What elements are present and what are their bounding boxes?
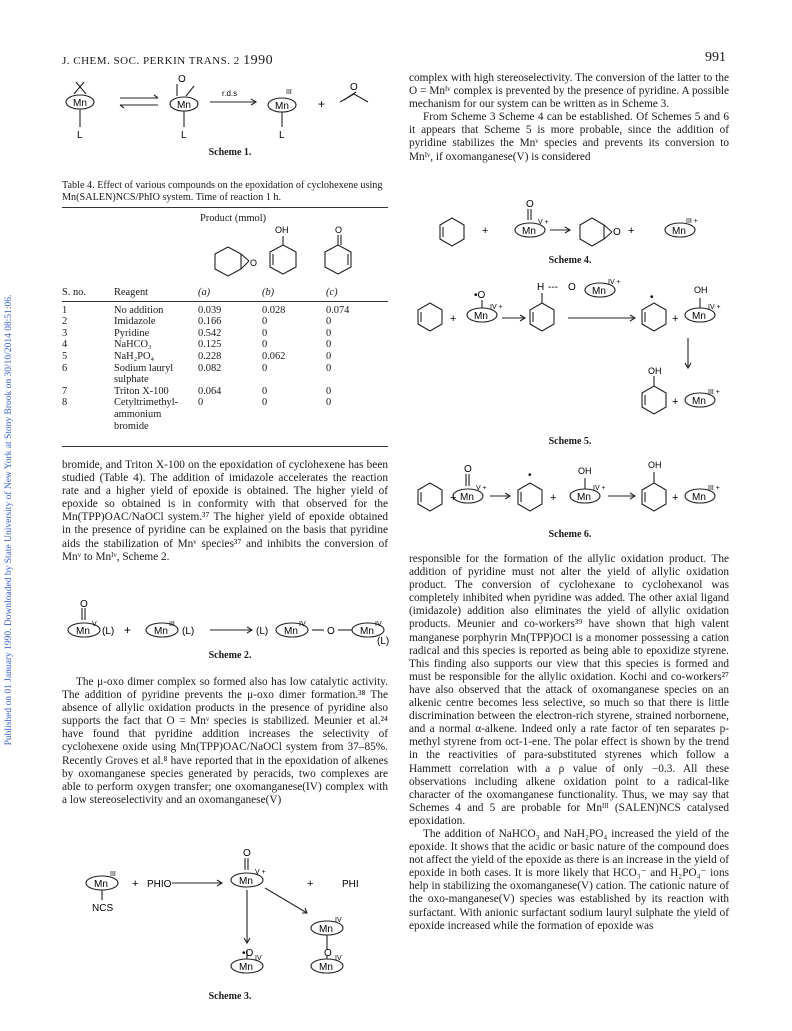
table-cell-reagent: No addition [114, 304, 164, 316]
scheme5-radical: • [650, 292, 654, 303]
scheme3-mn-4: Mn [319, 962, 333, 973]
scheme5-ox4-a: IV + [490, 304, 503, 311]
scheme2-lig-4: (L) [377, 636, 390, 646]
scheme5-plus-2: + [672, 313, 679, 325]
right-column-text-2 [409, 553, 729, 933]
scheme3-plus-2: + [307, 878, 314, 890]
scheme3-bridge-o: O [324, 948, 332, 959]
table-cell-a: 0.228 [198, 350, 222, 362]
table-top-rule [62, 207, 388, 208]
table-cell-a: 0.125 [198, 339, 222, 351]
allylic-alcohol-oh-label: OH [275, 225, 289, 235]
left-paragraph-2: The μ-oxo dimer complex so formed also has low catalytic activity. The addition of pyridine prevents the μ-oxo dimer formation.³⁸ The absence of allylic oxidation products in the presence of pyridine also supports the fact that O = Mnᵛ species is stabilized. Meunier et al.²⁴ have found that pyridine addition increases the selectivity of cyclohexene oxide using Mn(TPP)OAC/NaOCl system from 37–85%. Recently Groves et al.⁸ have reported that in the epoxidation of alkenes by oxomanganese species generated by peracids, two complexes are able to perform oxygen transfer; one oxomanganese(IV) complex with a low stereoselectivity and an oxomanganese(V) [62, 676, 388, 806]
scheme5-radical-o: •O [474, 290, 486, 301]
scheme2-ox4-b: IV [375, 621, 382, 628]
table-cell-no: 2 [62, 316, 68, 328]
table-4 [62, 287, 388, 432]
scheme6-ox3: III + [708, 485, 720, 492]
scheme-2-diagram [62, 600, 392, 646]
scheme1-ligand-label: L [77, 130, 83, 141]
scheme3-mn-5: Mn [239, 962, 253, 973]
scheme1-ox-state: III [286, 89, 292, 96]
table-cell-c: 0 [326, 339, 332, 351]
scheme6-ox4: IV + [593, 485, 606, 492]
scheme5-ox3: III + [708, 389, 720, 396]
table-cell-b: 0 [262, 339, 268, 351]
right-paragraph-1: complex with high stereoselectivity. The conversion of the latter to the O = Mnᴵᵛ complex is prevented by the presence of pyridine. A possible mechanism for our system can be written as in Scheme 3. [409, 72, 729, 111]
table-cell-c: 0 [326, 397, 332, 409]
scheme1-ligand-label-3: L [279, 130, 285, 141]
scheme3-ox4-c: IV [255, 955, 262, 962]
table-row [62, 339, 388, 351]
table-cell-a: 0.542 [198, 327, 222, 339]
table-cell-a: 0.166 [198, 316, 222, 328]
scheme3-ox3: III [110, 871, 116, 878]
scheme6-oh-1: OH [578, 466, 592, 476]
scheme6-radical: • [528, 470, 532, 481]
table-row [62, 386, 388, 398]
scheme4-oxo: O [526, 199, 534, 210]
table-cell-b: 0 [262, 362, 268, 374]
scheme5-oh-1: OH [694, 285, 708, 295]
scheme2-bridge-o: O [327, 626, 335, 637]
table-cell-c: 0 [326, 362, 332, 374]
table-row [62, 316, 388, 328]
scheme2-lig-1: (L) [102, 626, 115, 637]
scheme5-ox4-b: IV + [608, 279, 621, 286]
left-column-text [62, 459, 388, 564]
scheme-5-diagram [410, 278, 730, 438]
scheme6-plus-2: + [550, 492, 557, 504]
table-cell-b: 0 [262, 397, 268, 409]
col-header-c: (c) [326, 287, 338, 298]
scheme1-oxo-label: O [178, 74, 186, 85]
table-cell-no: 6 [62, 362, 68, 374]
scheme5-mn-2: Mn [592, 286, 606, 297]
epoxide-o-label: O [250, 258, 258, 268]
table-cell-a: 0.064 [198, 385, 222, 397]
scheme4-plus-1: + [482, 225, 489, 237]
scheme6-plus-3: + [672, 492, 679, 504]
scheme6-ox5: V + [476, 485, 487, 492]
scheme2-mn-3: Mn [284, 626, 298, 637]
scheme2-plus: + [124, 623, 132, 637]
table-cell-reagent: Imidazole [114, 316, 156, 328]
table-header-row [62, 287, 388, 299]
scheme1-mn-label-3: Mn [275, 101, 289, 112]
table-header-rule [62, 301, 388, 302]
scheme1-rds-label: r.d.s [222, 89, 238, 98]
scheme2-lig-2: (L) [182, 626, 195, 637]
scheme5-o: O [568, 282, 576, 293]
scheme-4-diagram [420, 195, 730, 255]
left-paragraph-1: bromide, and Triton X-100 on the epoxidation of cyclohexene has been studied (Table 4). The addition of imidazole accelerates the reaction rate and a higher yield of epoxide is obtained. The higher yield of epoxide so obtained is in conformity with that observed for the Mn(TPP)OAC/NaOCl system.³⁷ The higher yield of epoxide obtained in the presence of pyridine can be explained on the basis that pyridine aids the stabilization of Mnᵛ species³⁷ and inhibits the conversion of Mnᵛ to Mnᴵᵛ, Scheme 2. [62, 459, 388, 563]
right-paragraph-4: The addition of NaHCO₃ and NaH₂PO₄ increased the yield of the epoxide. It shows that the acidic or basic nature of the compound does not affect the yield of the epoxide as there is an increase in the yield of epoxide in both cases. It is more likely that HCO₃⁻ and H₂PO₄⁻ ions help in stabilizing the oxomanganese(V) cation. The cationic nature of the oxo-manganese(V) species was established by its reaction with surfactant. With anionic surfactant sodium lauryl sulphate the yield of epoxide increased while the formation of epoxide was [409, 827, 729, 932]
scheme2-oxo: O [80, 600, 88, 610]
scheme-1-diagram [60, 72, 380, 144]
scheme5-mn-3: Mn [692, 311, 706, 322]
table-cell-c: 0.074 [326, 304, 350, 316]
scheme5-h: H [537, 282, 545, 293]
scheme3-oxo: O [243, 848, 251, 859]
scheme2-mn-4: Mn [360, 626, 374, 637]
scheme6-mn-1: Mn [460, 492, 474, 503]
table-row [62, 397, 388, 432]
scheme1-ligand-label-2: L [181, 130, 187, 141]
scheme5-dash: --- [548, 282, 558, 293]
scheme4-plus-2: + [628, 225, 635, 237]
table-cell-reagent: Cetyltrimethyl-ammonium bromide [114, 397, 179, 432]
right-paragraph-3: responsible for the formation of the allylic oxidation product. The addition of pyridine must not alter the yield of allylic oxidation product. The conversion of cyclohexane to cyclohexanol was completely inhibited when pyridine was added. The other axial ligand (imidazole) addition also eliminates the yield of allylic oxidation products. Meunier and co-workers³⁹ have shown that high valent manganese porphyrin Mn(TPP)OCl is a monomer possessing a cation radical and this species is reported as being able to epoxidize styrene. This finding also supports our view that this species is formed and must be responsible for the allylic oxidation. Kochi and co-workers²⁷ have also observed that the attack of oxomanganese species on an alkenic centre becomes less selective, so much so that there is little discrimination between the electron-rich styrene, strained norbornene, and a normal α-alkene. Indeed only a rate factor of ten separates p-methyl styrene from oct-1-ene. The polar effect is shown by the trend in the reactivities of para-substituted styrenes which follow a Hammett correlation with a ρ value of only −0.3. All these observations including alkene oxidation point to a radical-like character of the oxomanganese functionality. Thus, we may say that Schemes 4 and 5 are probable for Mnᴵᴵᴵ (SALEN)NCS catalysed epoxidation. [409, 553, 729, 827]
page-number: 991 [705, 50, 726, 65]
table-row [62, 351, 388, 363]
scheme1-epoxide-o: O [350, 82, 358, 93]
journal-year: 1990 [243, 53, 274, 68]
table-cell-c: 0 [326, 327, 332, 339]
table-cell-reagent: Pyridine [114, 327, 150, 339]
table-cell-a: 0 [198, 397, 204, 409]
scheme3-radical-o: •O [242, 948, 254, 959]
scheme6-mn-2: Mn [577, 492, 591, 503]
scheme-5-caption: Scheme 5. [548, 436, 592, 447]
scheme4-ox3: III + [686, 218, 698, 225]
scheme-4-caption: Scheme 4. [548, 255, 592, 266]
scheme6-oxo: O [464, 464, 472, 475]
col-header-reagent: Reagent [114, 287, 149, 298]
scheme6-oh-2: OH [648, 460, 662, 470]
table-cell-no: 8 [62, 397, 68, 409]
table-cell-c: 0 [326, 350, 332, 362]
table-product-header: Product (mmol) [200, 213, 267, 224]
scheme4-ox5: V + [538, 219, 549, 226]
table-cell-b: 0 [262, 327, 268, 339]
table-cell-b: 0 [262, 316, 268, 328]
scheme4-mn-1: Mn [522, 226, 536, 237]
scheme3-mn-3: Mn [319, 924, 333, 935]
scheme5-plus-1: + [450, 313, 457, 325]
table-cell-no: 5 [62, 350, 68, 362]
table-cell-b: 0.028 [262, 304, 286, 316]
table-bottom-rule [62, 446, 388, 447]
table-cell-no: 1 [62, 304, 68, 316]
scheme1-mn-label-2: Mn [177, 100, 191, 111]
table-row [62, 328, 388, 340]
scheme1-mn-label: Mn [73, 98, 87, 109]
col-header-b: (b) [262, 287, 275, 298]
scheme6-plus-1: + [450, 492, 457, 504]
table-product-structures [195, 224, 375, 286]
scheme2-mn-1: Mn [76, 626, 90, 637]
table-cell-reagent: Triton X-100 [114, 385, 169, 397]
table-4-caption: Table 4. Effect of various compounds on the epoxidation of cyclohexene using Mn(SALEN)NCS/PhIO system. Time of reaction 1 h. [62, 180, 383, 203]
scheme-3-caption: Scheme 3. [208, 991, 252, 1002]
scheme3-ox5: V + [255, 869, 266, 876]
scheme3-ox4-b: IV [335, 955, 342, 962]
scheme5-ox4-c: IV + [708, 304, 721, 311]
scheme-1-caption: Scheme 1. [208, 147, 252, 158]
table-row [62, 363, 388, 386]
scheme2-lig-3: (L) [256, 626, 269, 637]
table-cell-reagent: NaH₂PO₄ [114, 350, 155, 362]
table-cell-c: 0 [326, 316, 332, 328]
scheme3-ox4-a: IV [335, 917, 342, 924]
table-cell-c: 0 [326, 385, 332, 397]
scheme2-ox5: V [92, 621, 97, 628]
right-column-text [409, 72, 729, 164]
scheme-6-diagram [410, 456, 730, 528]
table-cell-a: 0.039 [198, 304, 222, 316]
scheme3-mn-2: Mn [239, 876, 253, 887]
scheme3-phio: PHIO [147, 879, 172, 890]
col-header-a: (a) [198, 287, 211, 298]
journal-name: J. CHEM. SOC. PERKIN TRANS. 2 [62, 55, 240, 67]
left-column-text-2 [62, 676, 388, 807]
scheme4-mn-2: Mn [672, 226, 686, 237]
scheme2-ox4-a: IV [299, 621, 306, 628]
table-cell-no: 3 [62, 327, 68, 339]
scheme3-plus-1: + [132, 878, 139, 890]
scheme-6-caption: Scheme 6. [548, 529, 592, 540]
scheme5-plus-3: + [672, 396, 679, 408]
enone-o-label: O [335, 225, 343, 235]
scheme4-epoxide-o: O [613, 227, 621, 238]
table-cell-no: 4 [62, 339, 68, 351]
scheme2-ox3: III [169, 621, 175, 628]
right-paragraph-2: From Scheme 3 Scheme 4 can be established. Of Schemes 5 and 6 it appears that Scheme 5 is more probable, since the addition of pyridine stabilizes the Mnᵛ species and prevents its conversion to Mnᴵᵛ, if oxomanganese(V) is considered [409, 111, 729, 163]
table-cell-b: 0.062 [262, 350, 286, 362]
scheme1-plus: + [318, 97, 326, 111]
scheme2-mn-2: Mn [154, 626, 168, 637]
table-cell-no: 7 [62, 385, 68, 397]
scheme-2-caption: Scheme 2. [208, 650, 252, 661]
scheme6-mn-3: Mn [692, 492, 706, 503]
scheme3-mn-1: Mn [94, 879, 108, 890]
col-header-sno: S. no. [62, 287, 86, 298]
scheme3-ncs: NCS [92, 903, 114, 914]
scheme5-mn-1: Mn [474, 311, 488, 322]
scheme3-phi: PHI [342, 879, 359, 890]
table-cell-reagent: Sodium lauryl sulphate [114, 362, 174, 386]
table-cell-a: 0.082 [198, 362, 222, 374]
scheme5-mn-4: Mn [692, 396, 706, 407]
scheme-3-diagram [62, 838, 392, 990]
table-cell-reagent: NaHCO₃ [114, 339, 152, 351]
running-header [62, 53, 273, 69]
scheme5-oh-2: OH [648, 366, 662, 376]
table-cell-b: 0 [262, 385, 268, 397]
